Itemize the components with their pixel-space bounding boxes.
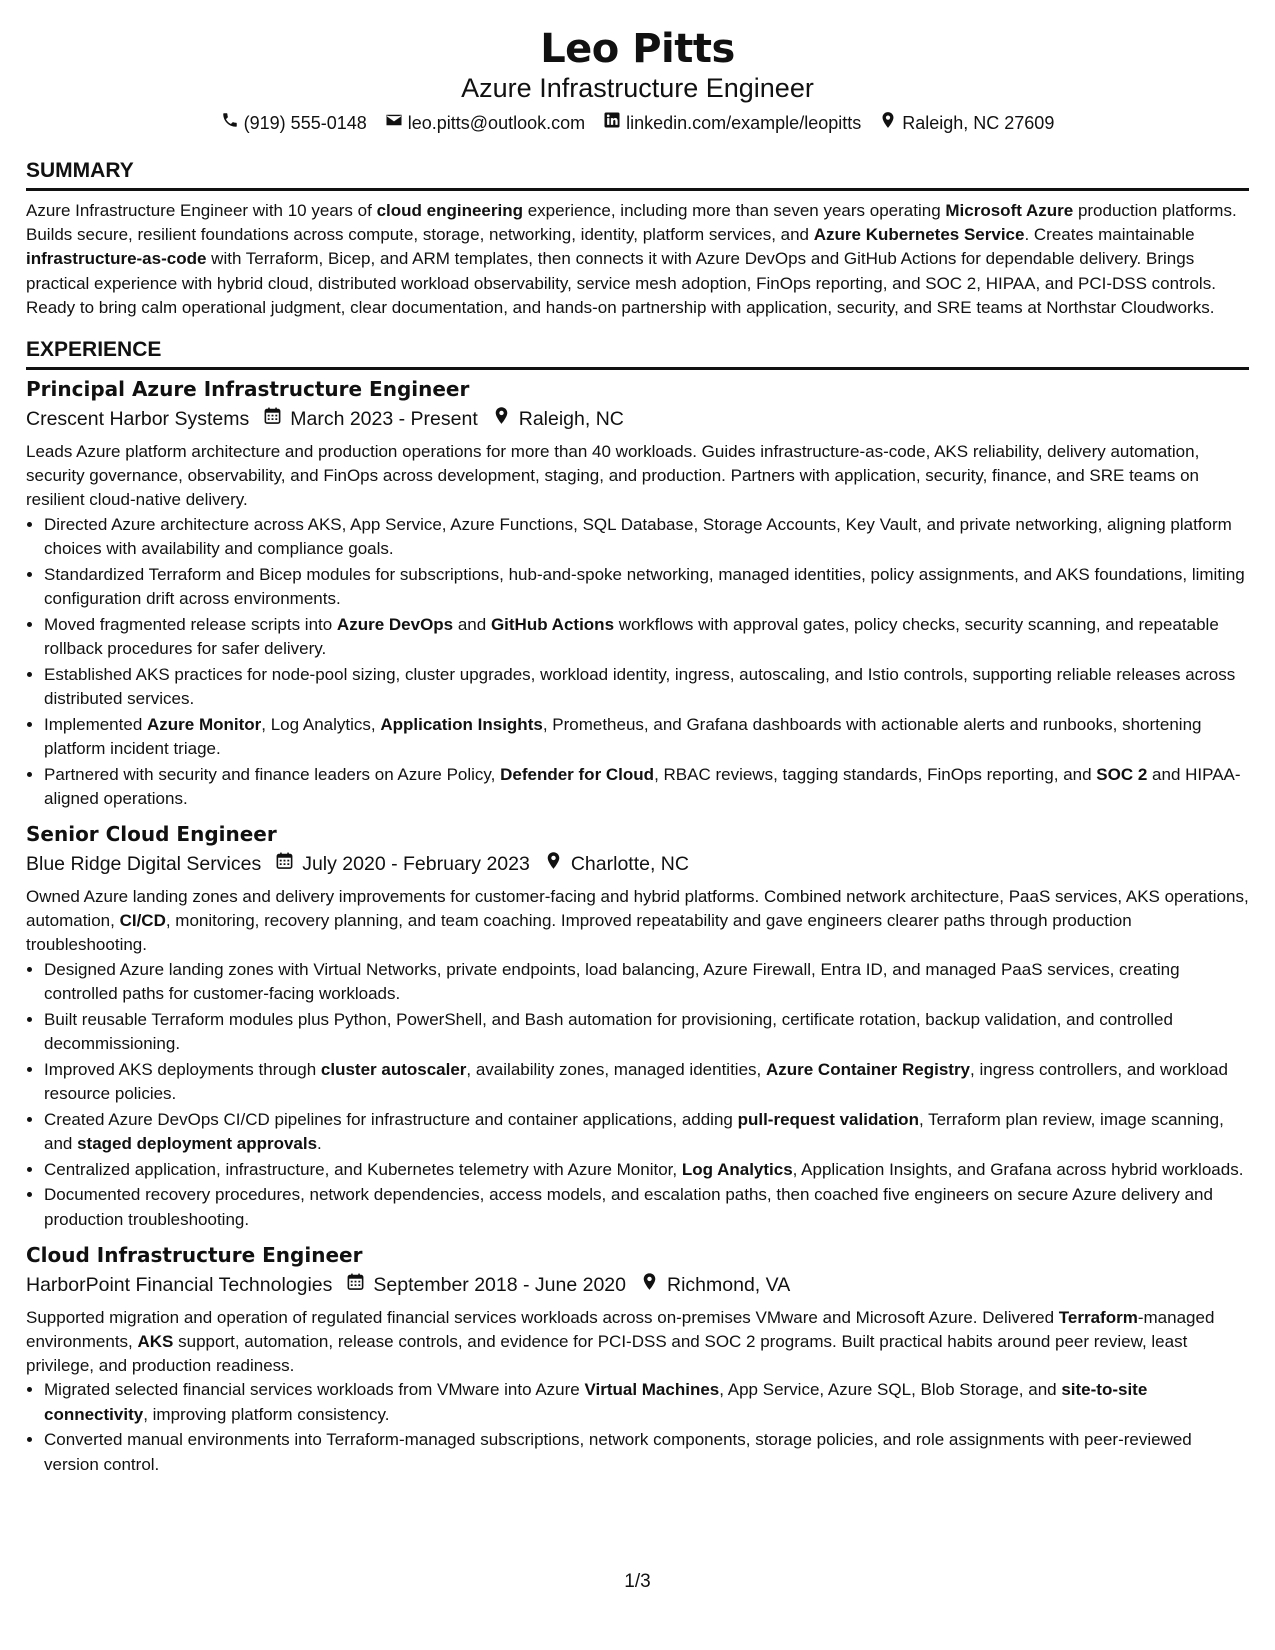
linkedin-text: linkedin.com/example/leopitts [626,113,862,133]
job-location-text: Charlotte, NC [570,853,689,876]
job-meta [26,849,1249,879]
job-dates-text: July 2020 - February 2023 [302,853,530,876]
map-pin-icon [478,404,519,434]
experience-heading: EXPERIENCE [26,337,1249,370]
bold-phrase: pull-request validation [737,1109,919,1129]
job-description: Owned Azure landing zones and delivery improvements for customer-facing and hybrid platforms. Combined network architecture, PaaS services, AKS operations, automation, CI/CD, monitoring, recovery planning, and team coaching. Improved repeatability and gave engineers clearer paths through production troubleshooting. [26,887,1249,955]
summary-heading: SUMMARY [26,158,1249,191]
bold-phrase: Azure Monitor [147,714,262,734]
job-location-text: Raleigh, NC [518,408,624,431]
map-pin-icon [626,1270,667,1300]
contact-linkedin[interactable] [603,110,861,136]
bold-phrase: site-to-site connectivity [44,1380,1148,1424]
calendar-icon [261,849,302,879]
job-dates [261,849,530,879]
job-meta [26,404,1249,434]
bold-phrase: GitHub Actions [490,614,615,634]
phone-icon [221,110,239,136]
bold-phrase: SOC 2 [1096,764,1148,784]
bold-phrase: cluster autoscaler [320,1059,467,1079]
bold-phrase: Azure DevOps [336,614,454,634]
experience-list [26,374,1249,1477]
bold-phrase: staged deployment approvals [77,1133,318,1153]
candidate-title: Azure Infrastructure Engineer [461,73,814,103]
bullet-item: • Established AKS practices for node-pool sizing, cluster upgrades, workload identity, ingress, autoscaling, and Istio controls, supporting reliable releases across distributed services. [44,663,1249,711]
company-name: Blue Ridge Digital Services [26,853,262,876]
bullet-item: • Moved fragmented release scripts into Azure DevOps and GitHub Actions workflows with approval gates, policy checks, security scanning, and repeatable rollback procedures for safer delivery. [44,613,1249,661]
bullet-item: • Centralized application, infrastructure, and Kubernetes telemetry with Azure Monitor, Log Analytics, Application Insights, and Grafana across hybrid workloads. [44,1158,1249,1182]
company-name: Crescent Harbor Systems [26,408,250,431]
job-description: Leads Azure platform architecture and production operations for more than 40 workloads. Guides infrastructure-as-code, AKS reliability, delivery automation, security governance, observability, and FinOps across development, staging, and production. Partners with application, security, finance, and SRE teams on resilient cloud-native delivery. [26,442,1200,510]
job-entry [26,819,1249,1232]
map-pin-icon [879,110,897,136]
job-dates-text: March 2023 - Present [290,408,478,431]
job-description: Supported migration and operation of regulated financial services workloads across on-premises VMware and Microsoft Azure. Delivered Terraform-managed environments, AKS support, automation, release controls, and evidence for PCI-DSS and SOC 2 programs. Built practical habits around peer review, least privilege, and production readiness. [26,1307,1215,1376]
map-pin-icon [530,849,571,879]
bold-phrase: CI/CD [119,911,166,931]
bold-phrase: Terraform [1058,1307,1138,1327]
candidate-name: Leo Pitts [540,26,735,72]
bold-phrase: Application Insights [380,714,543,734]
calendar-icon [332,1270,373,1300]
bullet-item: • Standardized Terraform and Bicep modules for subscriptions, hub-and-spoke networking, managed identities, policy assignments, and AKS foundations, limiting configuration drift across environments. [44,563,1249,611]
contact-phone [221,110,367,136]
bold-phrase: Log Analytics [681,1159,793,1179]
bold-phrase: Defender for Cloud [500,764,655,784]
bold-phrase: AKS [137,1332,174,1352]
job-bullets [26,513,1249,811]
job-dates [249,404,478,434]
bullet-item: • Designed Azure landing zones with Virtual Networks, private endpoints, load balancing, Azure Firewall, Entra ID, and managed PaaS services, creating controlled paths for customer-facing workloads. [44,958,1249,1006]
calendar-icon [249,404,290,434]
job-dates [332,1270,626,1300]
bold-phrase: Microsoft Azure [945,201,1074,220]
envelope-icon [385,110,403,136]
bullet-item: • Partnered with security and finance leaders on Azure Policy, Defender for Cloud, RBAC reviews, tagging standards, FinOps reporting, and SOC 2 and HIPAA-aligned operations. [44,763,1249,811]
job-title: Cloud Infrastructure Engineer [26,1242,363,1267]
job-entry [26,1240,1249,1477]
bullet-item: • Documented recovery procedures, network dependencies, access models, and escalation paths, then coached five engineers on secure Azure delivery and production troubleshooting. [44,1183,1249,1231]
job-location [626,1270,790,1300]
linkedin-icon [603,110,621,136]
contact-location [879,110,1054,136]
email-text: leo.pitts@outlook.com [407,113,586,133]
job-dates-text: September 2018 - June 2020 [373,1273,627,1296]
bold-phrase: Azure Kubernetes Service [813,225,1025,245]
summary-paragraph: Azure Infrastructure Engineer with 10 years of cloud engineering experience, including more than seven years operating Microsoft Azure production platforms. Builds secure, resilient foundations across compute, storage, networking, identity, platform services, and Azure Kubernetes Service. Creates maintainable infrastructure-as-code with Terraform, Bicep, and ARM templates, then connects it with Azure DevOps and GitHub Actions for dependable delivery. Brings practical experience with hybrid cloud, distributed workload observability, service mesh adoption, FinOps reporting, and SOC 2, HIPAA, and PCI-DSS controls. Ready to bring calm operational judgment, clear documentation, and hands-on partnership with application, security, and SRE teams at Northstar Cloudworks. [26,201,1237,317]
bold-phrase: cloud engineering [376,201,523,220]
job-title: Principal Azure Infrastructure Engineer [26,377,470,402]
bullet-item: • Implemented Azure Monitor, Log Analytics, Application Insights, Prometheus, and Grafana dashboards with actionable alerts and runbooks, shortening platform incident triage. [44,713,1249,761]
bold-phrase: Azure Container Registry [765,1059,971,1079]
bullet-item: • Created Azure DevOps CI/CD pipelines for infrastructure and container applications, adding pull-request validation, Terraform plan review, image scanning, and staged deployment approvals. [44,1108,1249,1156]
location-text: Raleigh, NC 27609 [902,113,1055,133]
resume-header [26,26,1249,136]
bullet-item: • Improved AKS deployments through cluster autoscaler, availability zones, managed identities, Azure Container Registry, ingress controllers, and workload resource policies. [44,1058,1249,1106]
contact-email[interactable] [385,110,585,136]
bold-phrase: Virtual Machines [584,1380,720,1400]
contact-line [26,110,1249,136]
bullet-item: • Built reusable Terraform modules plus Python, PowerShell, and Bash automation for provisioning, certificate rotation, backup validation, and controlled decommissioning. [44,1008,1249,1056]
job-entry [26,374,1249,811]
company-name: HarborPoint Financial Technologies [26,1273,333,1296]
job-title: Senior Cloud Engineer [26,822,277,847]
bullet-item: • Converted manual environments into Terraform-managed subscriptions, network components, storage policies, and role assignments with peer-reviewed version control. [44,1428,1249,1476]
job-location [478,404,624,434]
bullet-item: • Migrated selected financial services workloads from VMware into Azure Virtual Machines, App Service, Azure SQL, Blob Storage, and site-to-site connectivity, improving platform consistency. [44,1378,1249,1426]
bold-phrase: infrastructure-as-code [26,249,207,269]
job-location [530,849,689,879]
job-meta [26,1270,1249,1300]
job-bullets [26,1378,1249,1476]
resume-page [26,26,1249,1478]
page-number: 1/3 [624,1571,651,1592]
bullet-item: • Directed Azure architecture across AKS, App Service, Azure Functions, SQL Database, Storage Accounts, Key Vault, and private networking, aligning platform choices with availability and compliance goals. [44,513,1249,561]
job-location-text: Richmond, VA [667,1273,791,1296]
phone-text: (919) 555-0148 [243,113,367,133]
job-bullets [26,958,1249,1232]
